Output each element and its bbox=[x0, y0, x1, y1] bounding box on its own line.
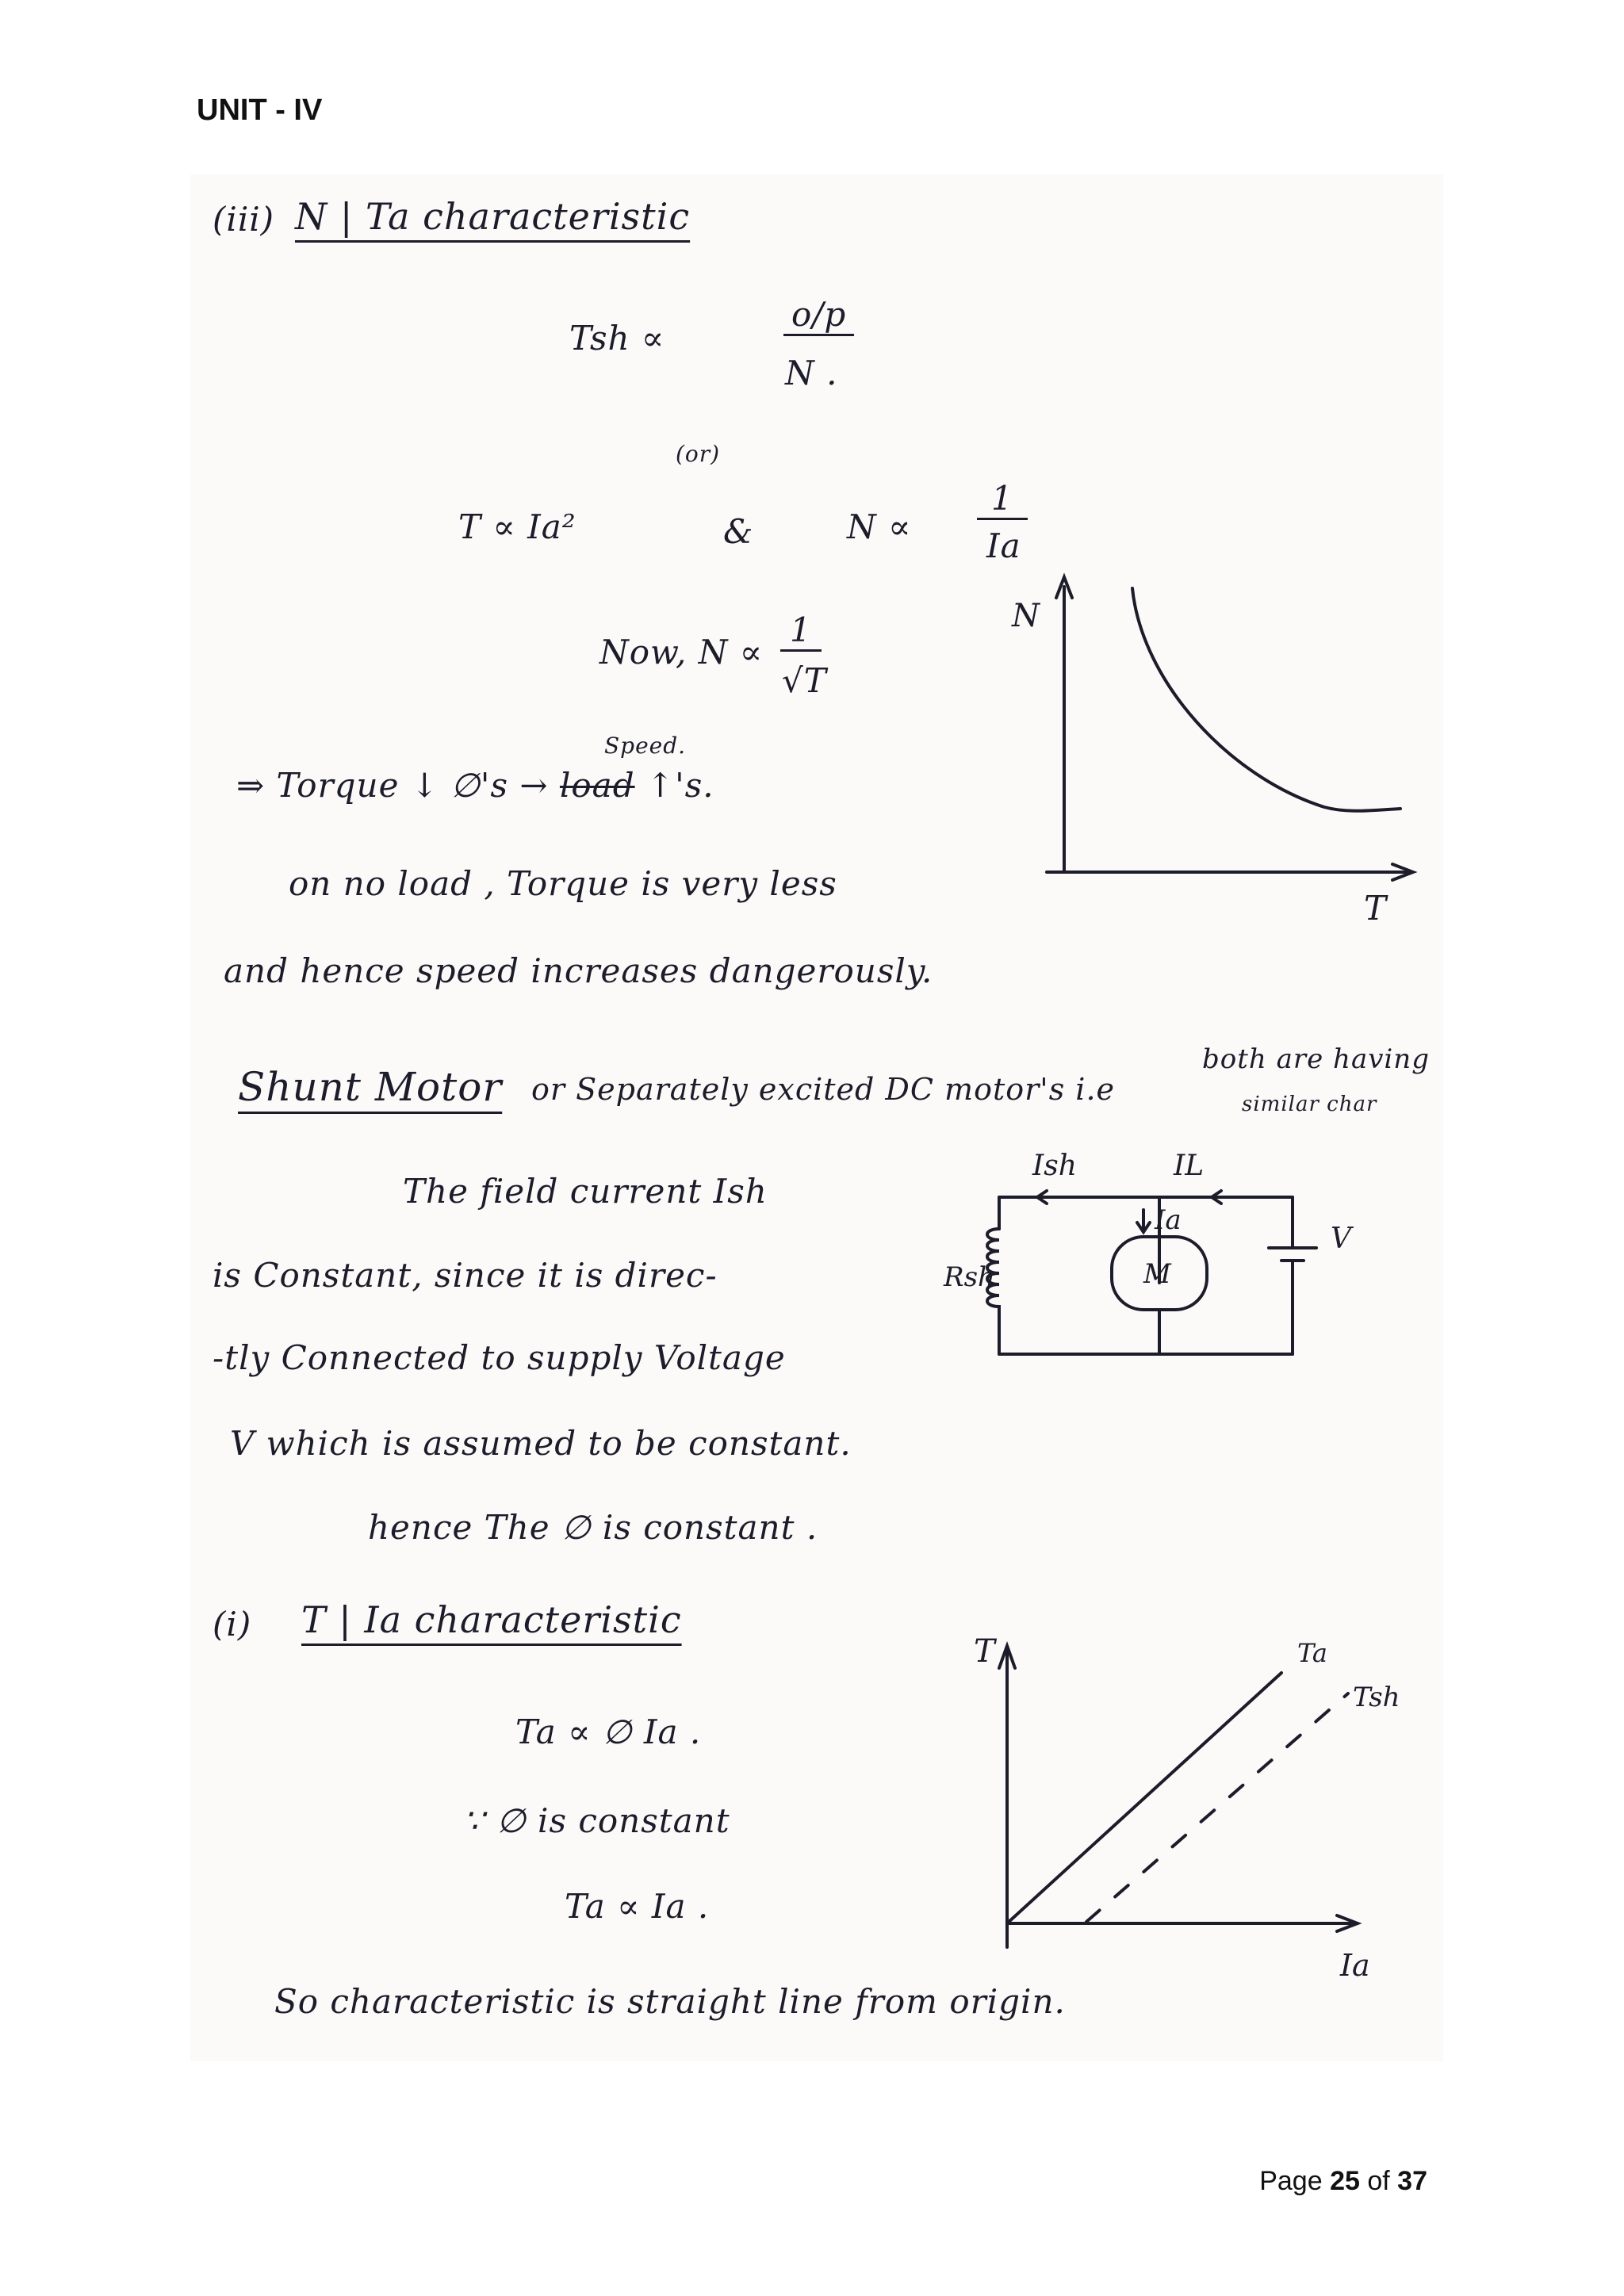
shunt-line-3: -tly Connected to supply Voltage bbox=[213, 1338, 786, 1377]
shunt-line-4: V which is assumed to be constant. bbox=[230, 1424, 852, 1463]
equation-n-lhs: N ∝ bbox=[847, 507, 912, 546]
section-title-t-ia: T | Ia characteristic bbox=[301, 1598, 682, 1641]
speed-note: Speed. bbox=[604, 733, 687, 759]
speed-increase-line: and hence speed increases dangerously. bbox=[224, 951, 933, 990]
and-symbol: & bbox=[723, 512, 754, 551]
section-title-n-ta: N | Ta characteristic bbox=[295, 195, 691, 238]
circuit-label-rsh: Rsh bbox=[944, 1261, 995, 1293]
equation-ta-ia: Ta ∝ Ia . bbox=[565, 1887, 710, 1926]
equation-ta-phi-ia: Ta ∝ ∅ Ia . bbox=[515, 1712, 702, 1751]
torque-line-part-a: ⇒ Torque ↓ ∅'s → bbox=[236, 766, 549, 805]
torque-line-part-b: ↑'s. bbox=[645, 766, 714, 805]
torque-line-struck-word: load bbox=[559, 766, 635, 805]
shunt-motor-title-rest: or Separately excited DC motor's i.e bbox=[531, 1072, 1116, 1107]
circuit-label-v: V bbox=[1331, 1223, 1351, 1255]
shunt-line-5: hence The ∅ is constant . bbox=[368, 1508, 818, 1547]
footer-of: of bbox=[1367, 2166, 1390, 2196]
page-header-unit: UNIT - IV bbox=[197, 94, 323, 127]
graph-n-vs-t bbox=[991, 555, 1435, 936]
circuit-label-m: M bbox=[1143, 1258, 1171, 1290]
graph-n-y-label: N bbox=[1012, 598, 1040, 634]
equation-tsh-numerator: o/p bbox=[783, 295, 854, 336]
equation-now-numerator: 1 bbox=[780, 610, 822, 652]
footer-current-page: 25 bbox=[1330, 2166, 1360, 2196]
torque-line bbox=[236, 766, 714, 805]
graph-n-curve bbox=[1132, 588, 1400, 811]
page-number-footer bbox=[1259, 2166, 1427, 2197]
footer-prefix: Page bbox=[1259, 2166, 1323, 2196]
equation-now-lhs: Now, N ∝ bbox=[599, 633, 764, 672]
section-roman-iii: (iii) bbox=[213, 200, 275, 239]
shunt-line-2: is Constant, since it is direc- bbox=[213, 1256, 718, 1295]
or-label: (or) bbox=[676, 441, 721, 467]
graph-tsh-line bbox=[1086, 1693, 1348, 1922]
graph-tsh-line-label: Tsh bbox=[1353, 1682, 1400, 1713]
equation-t-ia-squared: T ∝ Ia² bbox=[458, 507, 576, 546]
graph-n-x-label: T bbox=[1364, 889, 1387, 928]
graph-t-vs-ia bbox=[936, 1617, 1411, 1982]
footer-total-pages: 37 bbox=[1397, 2166, 1427, 2196]
equation-n-denominator: Ia bbox=[986, 526, 1021, 565]
circuit-label-il: IL bbox=[1174, 1150, 1205, 1182]
phi-constant-line: ∵ ∅ is constant bbox=[463, 1801, 730, 1840]
shunt-motor-title: Shunt Motor bbox=[238, 1064, 503, 1110]
circuit-label-ish: Ish bbox=[1032, 1150, 1077, 1182]
graph-t-y-label: T bbox=[974, 1633, 995, 1670]
section-roman-i: (i) bbox=[213, 1605, 252, 1644]
graph-ta-line-label: Ta bbox=[1297, 1638, 1327, 1668]
straight-line-conclusion: So characteristic is straight line from origin. bbox=[274, 1982, 1066, 2021]
equation-tsh-denominator: N . bbox=[785, 354, 838, 392]
side-note-line-2: similar char bbox=[1242, 1093, 1377, 1116]
shunt-line-1: The field current Ish bbox=[403, 1172, 768, 1211]
shunt-circuit-diagram bbox=[912, 1102, 1419, 1380]
equation-n-numerator: 1 bbox=[977, 479, 1028, 520]
equation-now-denominator: √T bbox=[782, 661, 827, 700]
equation-tsh-lhs: Tsh ∝ bbox=[569, 319, 665, 358]
graph-t-x-label: Ia bbox=[1340, 1948, 1370, 1983]
graph-ta-line bbox=[1007, 1673, 1281, 1923]
no-load-line: on no load , Torque is very less bbox=[289, 864, 837, 903]
side-note-line-1: both are having bbox=[1202, 1043, 1430, 1075]
circuit-label-ia: Ia bbox=[1155, 1204, 1182, 1236]
